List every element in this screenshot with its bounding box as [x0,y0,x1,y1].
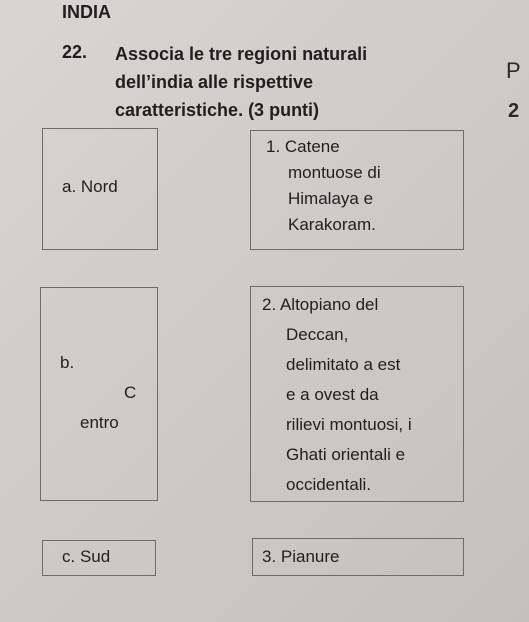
right-line: delimitato a est [286,355,401,374]
left-box-b[interactable] [40,287,158,501]
right-line: occidentali. [286,475,372,494]
right-text-3: 3. Pianure [262,547,340,566]
question-line: Associa le tre regioni naturali [115,44,368,64]
right-line: 2. Altopiano del [262,295,379,314]
right-line: 1. Catene [266,137,340,156]
right-line: Himalaya e [288,189,374,208]
right-line: e a ovest da [286,385,379,404]
question-text [115,40,367,124]
right-line: rilievi montuosi, i [286,415,412,434]
page-header: INDIA [62,2,111,22]
left-label-a: a. Nord [62,177,118,196]
left-label-b: b. [60,353,75,372]
left-label-b-cont: C [124,383,137,402]
left-label-b-cont2: entro [80,413,119,432]
question-line: caratteristiche. (3 punti) [115,100,320,120]
left-label-c: c. Sud [62,547,111,566]
right-text-1 [266,134,381,238]
margin-mark-bottom: 2 [508,100,520,122]
right-line: Ghati orientali e [286,445,406,464]
right-line: montuose di [288,163,381,182]
right-line: Deccan, [286,325,349,344]
right-line: Karakoram. [288,215,376,234]
question-line: dell’india alle rispettive [115,72,314,92]
margin-mark-top: P [506,58,521,83]
question-number: 22. [62,42,88,62]
right-text-2 [262,290,412,500]
